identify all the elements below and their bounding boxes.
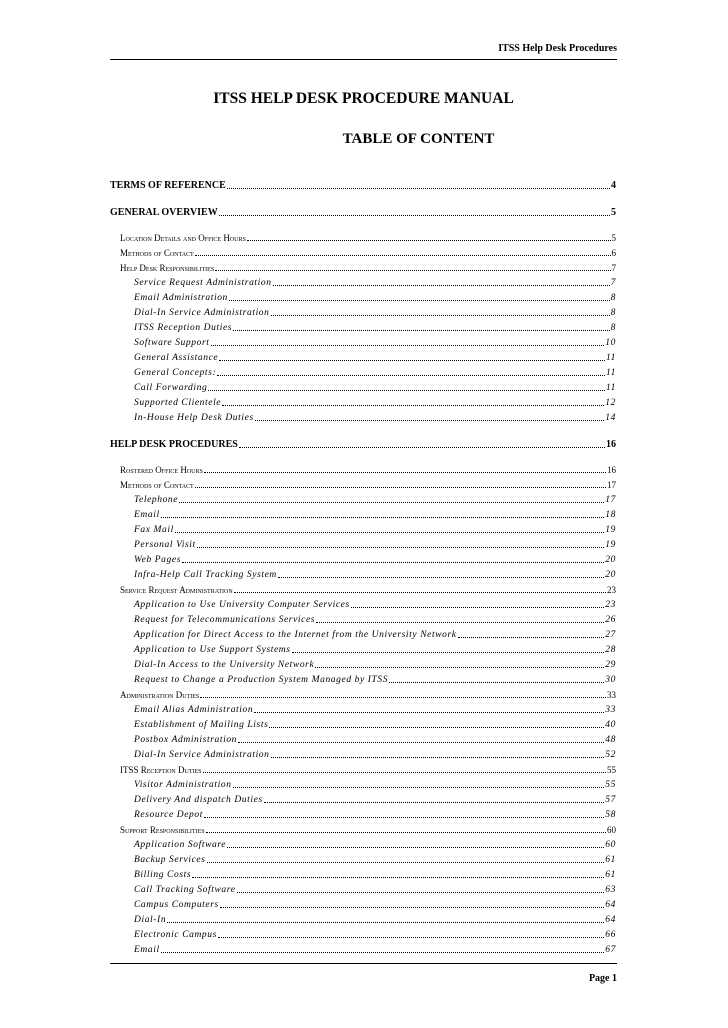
toc-entry-page: 33 [605,705,616,715]
toc-entry-title: Rostered Office Hours [120,465,203,475]
toc-entry[interactable] [110,582,616,596]
toc-heading: TABLE OF CONTENT [342,131,495,147]
toc-dot-leader [271,315,610,316]
toc-entry[interactable] [110,837,616,851]
toc-entry-title: Infra-Help Call Tracking System [134,570,277,580]
toc-entry-title: Visitor Administration [134,780,232,790]
toc-entry-page: 7 [610,278,616,288]
toc-entry-title: General Concepts: [134,368,217,378]
toc-entry[interactable] [110,245,616,259]
toc-entry-title: Request for Telecommunications Services [134,615,316,625]
toc-entry-title: Personal Visit [134,540,196,550]
toc-entry-title: Support Responsibilities [120,825,205,835]
toc-entry-page: 4 [611,180,616,191]
toc-entry-page: 64 [605,900,616,910]
toc-dot-leader [192,877,604,878]
toc-entry-title: Establishment of Mailing Lists [134,720,269,730]
toc-entry-page: 57 [605,795,616,805]
toc-dot-leader [389,682,604,683]
toc-entry-page: 28 [605,645,616,655]
toc-entry-title: Email Alias Administration [134,705,254,715]
toc-entry[interactable] [110,672,616,686]
toc-entry-title: Application for Direct Access to the Internet from the University Network [134,630,457,640]
toc-entry[interactable] [110,395,616,409]
toc-dot-leader [273,285,610,286]
toc-entry-page: 17 [605,495,616,505]
toc-dot-leader [316,622,604,623]
toc-entry-page: 11 [606,353,616,363]
toc-entry-title: HELP DESK PROCEDURES [110,439,238,450]
toc-entry-title: Billing Costs [134,870,192,880]
toc-entry[interactable] [110,275,616,289]
running-header: ITSS Help Desk Procedures [498,43,617,54]
toc-dot-leader [278,577,604,578]
toc-entry-title: Request to Change a Production System Managed by ITSS [134,675,389,685]
toc-dot-leader [238,742,604,743]
toc-dot-leader [215,270,610,271]
toc-entry-page: 8 [610,323,616,333]
toc-entry-page: 61 [605,855,616,865]
toc-entry-title: Postbox Administration [134,735,238,745]
toc-entry[interactable] [110,365,616,379]
toc-entry-page: 30 [605,675,616,685]
toc-entry[interactable] [110,627,616,641]
toc-entry-page: 63 [605,885,616,895]
toc-entry-page: 26 [605,615,616,625]
toc-dot-leader [255,420,605,421]
toc-entry-title: Call Forwarding [134,383,208,393]
toc-entry-page: 20 [605,555,616,565]
toc-entry-page: 8 [610,308,616,318]
toc-entry-title: Application Software [134,840,227,850]
toc-entry-title: Email [134,945,160,955]
toc-entry-page: 11 [606,368,616,378]
toc-entry[interactable] [110,230,616,244]
toc-entry-page: 20 [605,570,616,580]
toc-dot-leader [207,862,605,863]
toc-entry[interactable] [110,657,616,671]
toc-entry[interactable] [110,305,616,319]
toc-dot-leader [179,502,604,503]
toc-dot-leader [219,215,610,216]
toc-entry-title: Application to Use University Computer Services [134,600,350,610]
toc-dot-leader [222,405,604,406]
toc-entry[interactable] [110,747,616,761]
toc-dot-leader [229,300,610,301]
toc-entry-title: Methods of Contact [120,248,194,258]
toc-entry-title: Delivery And dispatch Duties [134,795,263,805]
toc-entry[interactable] [110,335,616,349]
toc-entry-page: 40 [605,720,616,730]
toc-entry-page: 16 [607,465,616,475]
toc-dot-leader [351,607,605,608]
toc-entry[interactable] [110,642,616,656]
document-title: ITSS HELP DESK PROCEDURE MANUAL [213,90,514,107]
toc-entry-title: Dial-In Service Administration [134,750,270,760]
toc-entry[interactable] [110,867,616,881]
toc-entry-page: 33 [607,690,616,700]
toc-entry[interactable] [110,462,616,476]
toc-entry[interactable] [110,552,616,566]
toc-entry[interactable] [110,320,616,334]
toc-dot-leader [271,757,605,758]
toc-entry-title: Call Tracking Software [134,885,236,895]
toc-entry-title: Dial-In [134,915,167,925]
toc-dot-leader [204,472,606,473]
toc-dot-leader [254,712,604,713]
toc-entry-page: 14 [605,413,616,423]
toc-dot-leader [247,240,611,241]
toc-dot-leader [234,592,606,593]
toc-entry-title: ITSS Reception Duties [134,323,233,333]
toc-dot-leader [233,330,610,331]
toc-entry-page: 12 [605,398,616,408]
toc-entry-page: 5 [611,207,616,218]
toc-entry-page: 18 [605,510,616,520]
toc-entry-page: 55 [607,765,616,775]
toc-entry-title: Administration Duties [120,690,200,700]
toc-entry[interactable] [110,942,616,956]
toc-dot-leader [220,907,604,908]
toc-entry[interactable] [110,612,616,626]
toc-entry-title: Web Pages [134,555,181,565]
toc-entry-page: 16 [606,439,616,450]
toc-entry[interactable] [110,290,616,304]
toc-entry[interactable] [110,702,616,716]
toc-entry[interactable] [110,380,616,394]
toc-entry[interactable] [110,687,616,701]
toc-entry-page: 7 [611,263,616,273]
toc-entry-title: Backup Services [134,855,206,865]
toc-entry-page: 66 [605,930,616,940]
toc-entry-page: 29 [605,660,616,670]
toc-entry-page: 48 [605,735,616,745]
toc-entry-title: Resource Depot [134,810,203,820]
toc-entry-page: 6 [611,248,616,258]
toc-dot-leader [292,652,605,653]
toc-entry[interactable] [110,567,616,581]
toc-dot-leader [458,637,605,638]
toc-entry[interactable] [110,777,616,791]
toc-entry-page: 67 [605,945,616,955]
toc-entry[interactable] [110,410,616,424]
toc-entry[interactable] [110,437,616,451]
toc-entry[interactable] [110,717,616,731]
toc-entry-title: Fax Mail [134,525,174,535]
toc-entry-title: Campus Computers [134,900,219,910]
toc-entry-page: 58 [605,810,616,820]
toc-dot-leader [200,697,606,698]
toc-entry-title: Dial-In Access to the University Network [134,660,315,670]
toc-entry[interactable] [110,762,616,776]
toc-entry[interactable] [110,882,616,896]
toc-entry-title: Email [134,510,160,520]
toc-entry-page: 19 [605,525,616,535]
toc-entry-title: Software Support [134,338,210,348]
toc-entry[interactable] [110,350,616,364]
toc-entry-title: Help Desk Responsibilities [120,263,215,273]
toc-entry-title: Telephone [134,495,179,505]
header-rule [110,59,617,60]
toc-entry[interactable] [110,507,616,521]
toc-dot-leader [227,188,610,189]
toc-entry-page: 5 [611,233,616,243]
toc-entry[interactable] [110,897,616,911]
toc-entry[interactable] [110,477,616,491]
toc-entry-page: 23 [605,600,616,610]
toc-dot-leader [219,360,605,361]
toc-entry-title: Service Request Administration [120,585,233,595]
toc-entry[interactable] [110,927,616,941]
toc-entry[interactable] [110,732,616,746]
toc-dot-leader [239,447,605,448]
toc-entry-title: Methods of Contact [120,480,194,490]
toc-dot-leader [315,667,604,668]
toc-entry-title: TERMS OF REFERENCE [110,180,226,191]
toc-dot-leader [167,922,604,923]
toc-entry-title: Location Details and Office Hours [120,233,246,243]
toc-dot-leader [175,532,604,533]
toc-entry-page: 23 [607,585,616,595]
toc-dot-leader [227,847,604,848]
toc-entry-page: 8 [610,293,616,303]
toc-entry[interactable] [110,597,616,611]
toc-dot-leader [204,817,604,818]
toc-entry[interactable] [110,807,616,821]
toc-entry-title: GENERAL OVERVIEW [110,207,218,218]
footer-rule [110,963,617,964]
toc-entry-page: 17 [607,480,616,490]
toc-entry[interactable] [110,522,616,536]
toc-entry-title: ITSS Reception Duties [120,765,202,775]
toc-entry-title: Service Request Administration [134,278,272,288]
toc-dot-leader [264,802,605,803]
toc-dot-leader [237,892,605,893]
page-number: Page 1 [588,973,617,984]
toc-dot-leader [206,832,606,833]
toc-entry-title: Application to Use Support Systems [134,645,291,655]
toc-entry-page: 10 [605,338,616,348]
toc-entry-title: Email Administration [134,293,228,303]
toc-entry-title: Dial-In Service Administration [134,308,270,318]
toc-dot-leader [161,517,605,518]
toc-dot-leader [269,727,604,728]
toc-dot-leader [203,772,606,773]
toc-dot-leader [217,375,605,376]
toc-entry-page: 52 [605,750,616,760]
toc-dot-leader [195,487,606,488]
toc-dot-leader [182,562,604,563]
toc-entry[interactable] [110,537,616,551]
toc-dot-leader [195,255,611,256]
toc-dot-leader [208,390,605,391]
toc-entry[interactable] [110,822,616,836]
toc-entry[interactable] [110,792,616,806]
toc-entry[interactable] [110,492,616,506]
toc-entry-title: Electronic Campus [134,930,217,940]
toc-entry[interactable] [110,205,616,219]
toc-entry-page: 19 [605,540,616,550]
toc-entry[interactable] [110,912,616,926]
toc-entry-page: 27 [605,630,616,640]
toc-entry-page: 60 [607,825,616,835]
toc-entry-page: 55 [605,780,616,790]
toc-entry[interactable] [110,178,616,192]
toc-dot-leader [161,952,605,953]
toc-entry-title: General Assistance [134,353,219,363]
toc-entry-page: 60 [605,840,616,850]
toc-dot-leader [233,787,605,788]
toc-dot-leader [211,345,605,346]
toc-entry-page: 64 [605,915,616,925]
toc-entry[interactable] [110,260,616,274]
toc-entry-page: 11 [606,383,616,393]
toc-entry-title: In-House Help Desk Duties [134,413,254,423]
toc-dot-leader [197,547,605,548]
toc-dot-leader [218,937,604,938]
toc-entry[interactable] [110,852,616,866]
toc-entry-title: Supported Clientele [134,398,222,408]
toc-entry-page: 61 [605,870,616,880]
